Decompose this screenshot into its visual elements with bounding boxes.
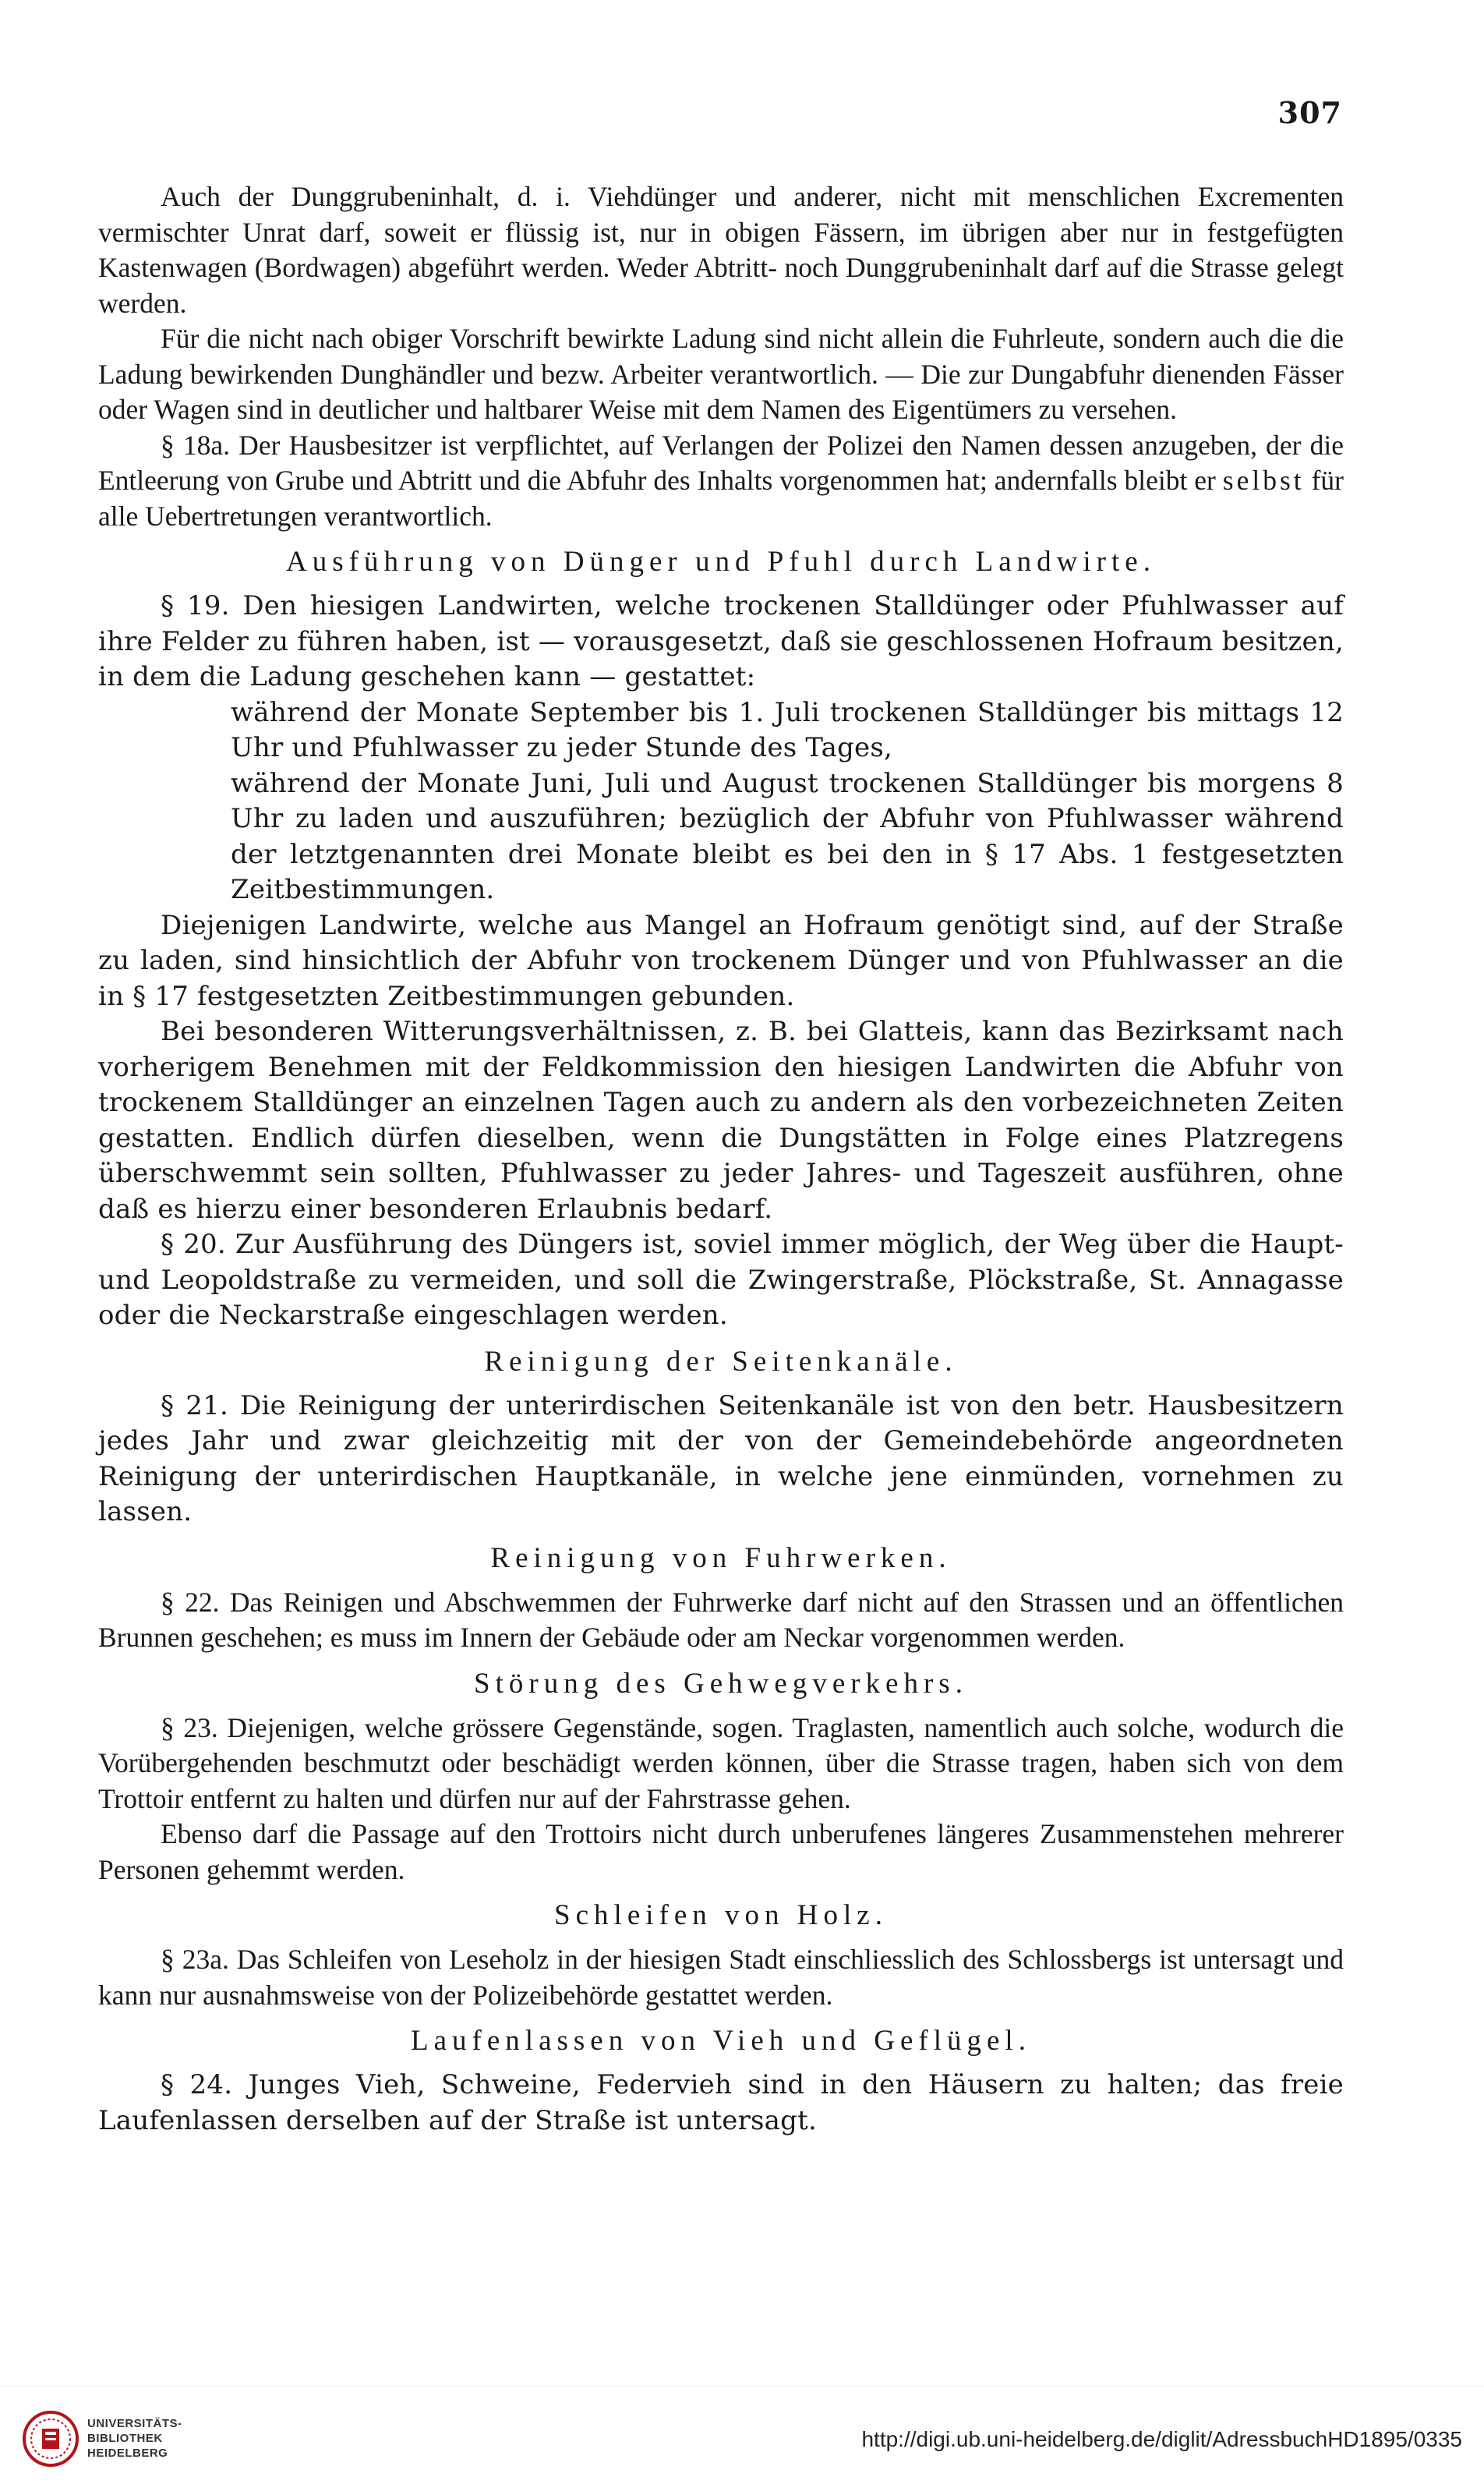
section-vieh (98, 2068, 1344, 2139)
paragraph-20: § 20. Zur Ausführung des Düngers ist, soviel immer möglich, der Weg über die Haupt- und Leopoldstraße zu vermeiden, und soll die Zwingerstraße, Plöckstraße, St. Annagasse oder die Neckarstraße eingeschlagen werden. (98, 1229, 1344, 1331)
library-name-line-1: UNIVERSITÄTS- (87, 2417, 182, 2430)
library-name-line-2: BIBLIOTHEK (87, 2432, 163, 2445)
paragraph-23a: § 23a. Das Schleifen von Leseholz in der hiesigen Stadt einschliesslich des Schlossbergs ist untersagt und kann nur ausnahmsweise von der Polizeibehörde gestattet werden. (98, 1944, 1344, 2011)
heading-gehwegverkehr: Störung des Gehwegverkehrs. (474, 1667, 968, 1700)
heading-holz: Schleifen von Holz. (554, 1899, 888, 1931)
heading-vieh: Laufenlassen von Vieh und Geflügel. (411, 2025, 1031, 2057)
paragraph-18a-text-start: § 18a. Der Hausbesitzer ist verpflichtet, auf Verlangen der Polizei den Namen dessen anzugeben, der die Entleerung von Grube und Abtritt und die Abfuhr des Inhalts vorgenommen hat; andernfalls bleibt er (98, 429, 1344, 496)
source-url-link[interactable]: http://digi.ub.uni-heidelberg.de/diglit/AdressbuchHD1895/0335 (861, 2427, 1462, 2451)
library-name-line-3: HEIDELBERG (87, 2447, 168, 2460)
section-seitenkanaele (98, 1389, 1344, 1530)
paragraph-22: § 22. Das Reinigen und Abschwemmen der Fuhrwerke darf nicht auf den Strassen und an öffentlichen Brunnen geschehen; es muss im Innern der Gebäude oder am Neckar vorgenommen werden. (98, 1586, 1344, 1653)
library-name (87, 2416, 182, 2461)
paragraph-ladung: Für die nicht nach obiger Vorschrift bewirkte Ladung sind nicht allein die Fuhrleute, sondern auch die die Ladung bewirkenden Dunghändler und bezw. Arbeiter verantwortlich. — Die zur Dungabfuhr dienenden Fässer oder Wagen sind in deutlicher und haltbarer Weise mit dem Namen des Eigentümers zu versehen. (98, 323, 1344, 425)
paragraph-21: § 21. Die Reinigung der unterirdischen Seitenkanäle ist von den betr. Hausbesitzern jedes Jahr und zwar gleichzeitig mit der von der Gemeindebehörde angeordneten Reinigung der unterirdischen Hauptkanäle, in welche jene einmünden, vornehmen zu lassen. (98, 1389, 1344, 1527)
paragraph-18a-emphasis: selbst (1222, 465, 1305, 496)
paragraph-19: § 19. Den hiesigen Landwirten, welche trockenen Stalldünger oder Pfuhlwasser auf ihre Felder zu führen haben, ist — vorausgesetzt, daß sie geschlossenen Hofraum besitzen, in dem die Ladung geschehen kann — gestattet: (98, 590, 1344, 692)
paragraph-18a-text-end: für alle Uebertretungen verantwortlich. (98, 465, 1344, 532)
paragraph-19-item-1: während der Monate September bis 1. Juli trockenen Stalldünger bis mittags 12 Uhr und Pfuhlwasser zu jeder Stunde des Tages, (231, 696, 1344, 763)
section-landwirte (98, 589, 1344, 1334)
paragraph-dunggrube: Auch der Dunggrubeninhalt, d. i. Viehdünger und anderer, nicht mit menschlichen Excrementen vermischter Unrat darf, soweit er flüssig ist, nur in obigen Fässern, im übrigen aber nur in festgefügten Kastenwagen (Bordwagen) abgeführt werden. Weder Abtritt- noch Dunggrubeninhalt darf auf die Strasse gelegt werden. (98, 181, 1344, 319)
body-text (98, 179, 1344, 2139)
paragraph-23: § 23. Diejenigen, welche grössere Gegenstände, sogen. Traglasten, namentlich auch solche, wodurch die Vorübergehenden beschmutzt oder beschädigt werden können, über die Strasse tragen, haben sich von dem Trottoir entfernt zu halten und dürfen nur auf der Fahrstrasse gehen. (98, 1711, 1344, 1814)
paragraph-18a (98, 428, 1344, 535)
heading-seitenkanaele: Reinigung der Seitenkanäle. (484, 1345, 958, 1378)
page-number: 307 (1277, 95, 1342, 130)
paragraph-23-ebenso: Ebenso darf die Passage auf den Trottoirs nicht durch unberufenes längeres Zusammenstehen mehrerer Personen gehemmt werden. (98, 1818, 1344, 1885)
paragraph-witterung: Bei besonderen Witterungsverhältnissen, z. B. bei Glatteis, kann das Bezirksamt nach vorherigem Benehmen mit der Feldkommission den hiesigen Landwirten die Abfuhr von trockenem Stalldünger an einzelnen Tagen auch zu andern als den vorbezeichneten Zeiten gestatten. Endlich dürfen dieselben, wenn die Dungstätten in Folge eines Platzregens überschwemmt sein sollten, Pfuhlwasser zu jeder Jahres- und Tageszeit ausführen, ohne daß es hierzu einer besonderen Erlaubnis bedarf. (98, 1016, 1344, 1225)
paragraph-19-item-2: während der Monate Juni, Juli und August trockenen Stalldünger bis morgens 8 Uhr zu laden und auszuführen; bezüglich der Abfuhr von Pfuhlwasser während der letztgenannten drei Monate bleibt es bei den in § 17 Abs. 1 festgesetzten Zeitbestimmungen. (231, 767, 1344, 905)
university-seal-icon (22, 2410, 80, 2468)
paragraph-24: § 24. Junges Vieh, Schweine, Federvieh sind in den Häusern zu halten; das freie Laufenlassen derselben auf der Straße ist untersagt. (98, 2069, 1344, 2136)
heading-landwirte: Ausführung von Dünger und Pfuhl durch Landwirte. (286, 546, 1156, 578)
heading-fuhrwerke: Reinigung von Fuhrwerken. (490, 1541, 952, 1574)
paragraph-hofraum: Diejenigen Landwirte, welche aus Mangel an Hofraum genötigt sind, auf der Straße zu laden, sind hinsichtlich der Abfuhr von trockenem Dünger und von Pfuhlwasser an die in § 17 festgesetzten Zeitbestimmungen gebunden. (98, 909, 1344, 1012)
footer-bar (0, 2386, 1484, 2491)
